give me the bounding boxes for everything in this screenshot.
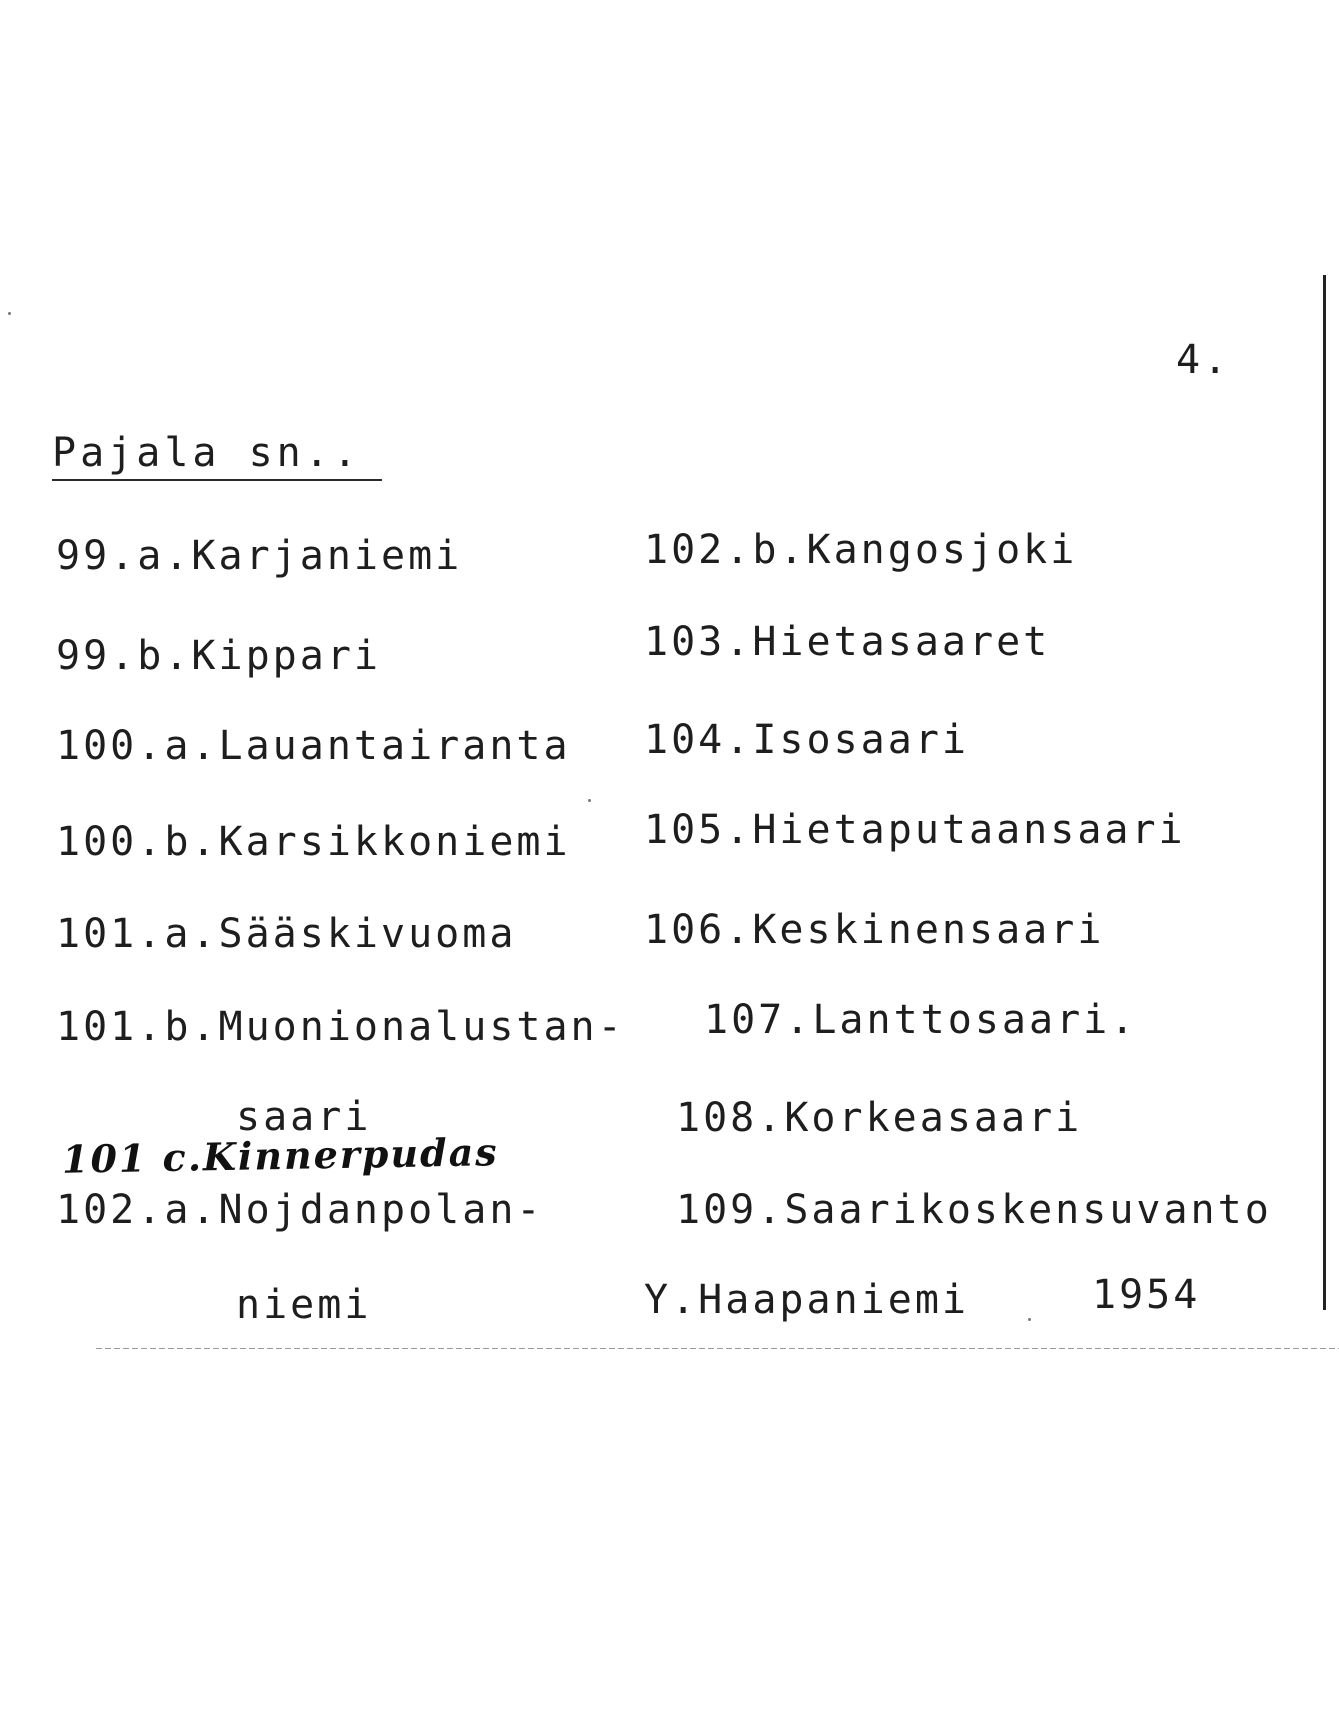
scan-speck bbox=[588, 799, 591, 802]
year: 1954 bbox=[1092, 1272, 1201, 1318]
list-item: 109.Saarikoskensuvanto bbox=[676, 1187, 1272, 1233]
parish-heading: Pajala sn.. bbox=[52, 430, 361, 476]
list-item: 107.Lanttosaari. bbox=[704, 997, 1138, 1043]
scan-speck bbox=[1028, 1318, 1031, 1321]
list-item: 99.a.Karjaniemi bbox=[56, 533, 463, 579]
list-item: niemi bbox=[236, 1282, 372, 1328]
author-name: Y.Haapaniemi bbox=[644, 1277, 969, 1323]
list-item: 108.Korkeasaari bbox=[676, 1095, 1083, 1141]
list-item: 101.a.Sääskivuoma bbox=[56, 911, 517, 957]
list-item: 100.a.Lauantairanta bbox=[56, 723, 571, 769]
list-item: 102.a.Nojdanpolan- bbox=[56, 1187, 544, 1233]
page-number: 4. bbox=[1176, 337, 1231, 383]
list-item: saari bbox=[236, 1094, 372, 1140]
list-item: 101.b.Muonionalustan- bbox=[56, 1004, 625, 1050]
card-bottom-edge bbox=[96, 1348, 1339, 1349]
list-item: 105.Hietaputaansaari bbox=[644, 807, 1186, 853]
card-edge-line bbox=[1323, 275, 1326, 1310]
list-item: 106.Keskinensaari bbox=[644, 907, 1105, 953]
heading-underline bbox=[52, 479, 382, 481]
list-item: 102.b.Kangosjoki bbox=[644, 527, 1078, 573]
list-item: 99.b.Kippari bbox=[56, 633, 381, 679]
list-item: 103.Hietasaaret bbox=[644, 619, 1051, 665]
list-item: 104.Isosaari bbox=[644, 717, 969, 763]
scan-speck bbox=[8, 312, 11, 315]
handwritten-note: 101 c.Kinnerpudas bbox=[61, 1129, 499, 1182]
list-item: 100.b.Karsikkoniemi bbox=[56, 819, 571, 865]
